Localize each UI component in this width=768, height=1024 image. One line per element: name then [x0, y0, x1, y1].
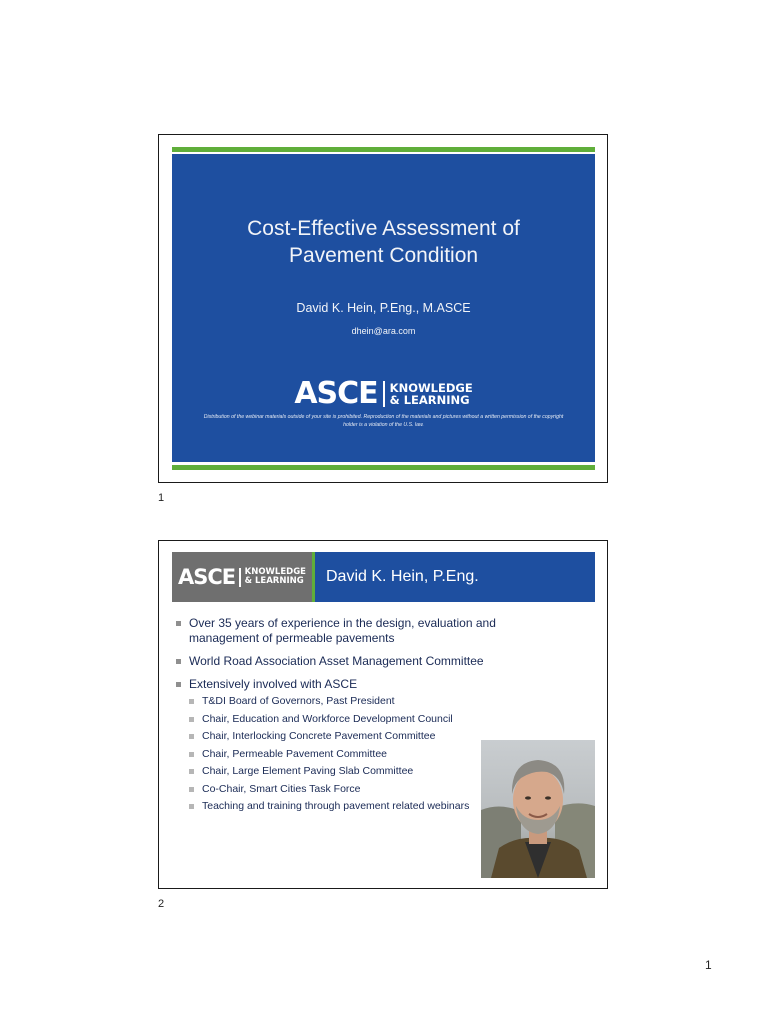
title-line-2: Pavement Condition: [288, 244, 479, 267]
bullet-square: [176, 659, 181, 664]
logo-divider: [383, 381, 385, 407]
sub-bullet-square: [189, 804, 194, 809]
sub-bullet-square: [189, 752, 194, 757]
page-number: 1: [705, 958, 712, 972]
asce-logo: [172, 552, 312, 602]
sub-bullet-square: [189, 787, 194, 792]
list-item: [176, 654, 496, 669]
list-item: [189, 730, 496, 743]
list-item: [189, 800, 487, 813]
knowledge-learning-text: [390, 382, 473, 406]
list-item: [189, 783, 496, 796]
logo-line-2: & LEARNING: [389, 392, 470, 407]
bullet-text: World Road Association Asset Management Committee: [189, 654, 484, 668]
asce-wordmark: ASCE: [294, 376, 378, 411]
presentation-title: [172, 215, 595, 269]
list-item: [189, 765, 496, 778]
sub-bullet-text: Chair, Interlocking Concrete Pavement Committee: [202, 730, 436, 742]
sub-bullet-square: [189, 734, 194, 739]
bullet-text: Extensively involved with ASCE: [189, 677, 358, 691]
sub-bullet-text: Teaching and training through pavement related webinars: [202, 800, 470, 812]
sub-bullet-text: Co-Chair, Smart Cities Task Force: [202, 782, 361, 795]
sub-bullet-list: [189, 695, 496, 813]
list-item: [189, 748, 496, 761]
slide-header: [172, 552, 595, 602]
title-slide-background: [172, 154, 595, 462]
sub-bullet-text: Chair, Education and Workforce Development Council: [202, 712, 453, 725]
speaker-photo: [481, 740, 595, 878]
top-green-stripe: [172, 147, 595, 152]
disclaimer: Distribution of the webinar materials outside of your site is prohibited. Reproduction of the materials and pictures without a written permission of the copyright holder is a violation of the U.S. law.: [203, 414, 564, 428]
logo-line-1: KNOWLEDGE: [389, 380, 473, 395]
sub-bullet-square: [189, 717, 194, 722]
asce-logo: [172, 376, 595, 411]
list-item: [189, 713, 496, 726]
logo-divider: [239, 568, 241, 587]
slide-number-2: 2: [158, 898, 165, 910]
bullet-square: [176, 682, 181, 687]
logo-line-1: KNOWLEDGE: [244, 567, 306, 577]
list-item: [189, 695, 496, 708]
bullet-list: [176, 616, 496, 821]
author-email: dhein@ara.com: [351, 326, 416, 336]
slide-1: [158, 134, 608, 483]
bottom-green-stripe: [172, 465, 595, 470]
title-line-1: Cost-Effective Assessment of: [247, 217, 520, 240]
slide-2: [158, 540, 608, 889]
list-item: [176, 677, 496, 813]
bullet-text: Over 35 years of experience in the design, evaluation and management of permeable pavements: [189, 616, 496, 645]
knowledge-learning-text: [245, 568, 306, 586]
sub-bullet-square: [189, 769, 194, 774]
sub-bullet-square: [189, 699, 194, 704]
bullet-square: [176, 621, 181, 626]
author-name: David K. Hein, P.Eng., M.ASCE: [296, 301, 471, 315]
logo-line-2: & LEARNING: [244, 576, 304, 586]
list-item: [176, 616, 496, 646]
slide-number-1: 1: [158, 492, 165, 504]
sub-bullet-text: Chair, Permeable Pavement Committee: [202, 747, 387, 760]
sub-bullet-text: Chair, Large Element Paving Slab Committee: [202, 765, 414, 777]
slide-title: David K. Hein, P.Eng.: [315, 552, 595, 602]
asce-wordmark: ASCE: [177, 565, 236, 589]
sub-bullet-text: T&DI Board of Governors, Past President: [202, 695, 395, 707]
